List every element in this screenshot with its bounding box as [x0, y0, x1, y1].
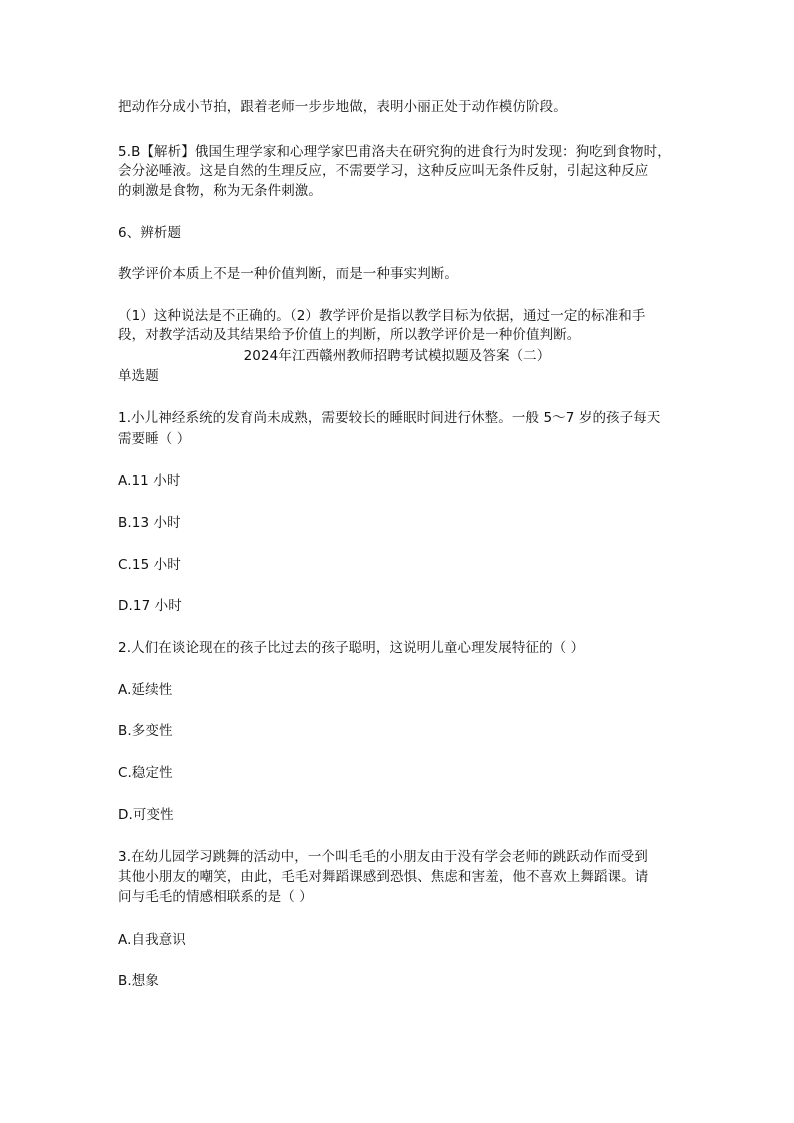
question-3-option-b: B.想象	[118, 973, 159, 989]
question-1-stem-line-1: 1.小儿神经系统的发育尚未成熟，需要较长的睡眠时间进行休整。一般 5～7 岁的孩子每天	[118, 410, 661, 426]
answer-5-line-1: 5.B【解析】俄国生理学家和心理学家巴甫洛夫在研究狗的进食行为时发现：狗吃到食物时，	[118, 144, 671, 160]
section-type-heading: 单选题	[118, 368, 159, 384]
question-1-option-c: C.15 小时	[118, 557, 181, 573]
section-6-statement: 教学评价本质上不是一种价值判断，而是一种事实判断。	[118, 266, 458, 282]
section-6-answer-line-1: （1）这种说法是不正确的。（2）教学评价是指以教学目标为依据，通过一定的标准和手	[118, 308, 646, 324]
question-1-option-b: B.13 小时	[118, 515, 181, 531]
section-6-answer-line-2: 段，对教学活动及其结果给予价值上的判断，所以教学评价是一种价值判断。	[118, 327, 581, 343]
question-3-stem-line-3: 问与毛毛的情感相联系的是（ ）	[118, 889, 313, 905]
question-3-stem-line-2: 其他小朋友的嘲笑，由此，毛毛对舞蹈课感到恐惧、焦虑和害羞，他不喜欢上舞蹈课。请	[118, 869, 649, 885]
question-3-stem-line-1: 3.在幼儿园学习跳舞的活动中，一个叫毛毛的小朋友由于没有学会老师的跳跃动作而受到	[118, 849, 648, 865]
answer-5-line-2: 会分泌唾液。这是自然的生理反应，不需要学习，这种反应叫无条件反射，引起这种反应	[118, 163, 649, 179]
question-2-stem-line-1: 2.人们在谈论现在的孩子比过去的孩子聪明，这说明儿童心理发展特征的（ ）	[118, 640, 585, 656]
section-6-heading: 6、辨析题	[118, 225, 182, 241]
question-2-option-c: C.稳定性	[118, 765, 173, 781]
answer-5-line-3: 的刺激是食物，称为无条件刺激。	[118, 183, 322, 199]
question-1-option-d: D.17 小时	[118, 598, 182, 614]
question-2-option-d: D.可变性	[118, 807, 174, 823]
exam-title: 2024年江西赣州教师招聘考试模拟题及答案（二）	[243, 348, 551, 364]
question-2-option-b: B.多变性	[118, 723, 173, 739]
answer-4-tail: 把动作分成小节拍，跟着老师一步步地做，表明小丽正处于动作模仿阶段。	[118, 99, 567, 115]
question-1-stem-line-2: 需要睡（ ）	[118, 431, 191, 447]
question-2-option-a: A.延续性	[118, 682, 173, 698]
question-3-option-a: A.自我意识	[118, 932, 186, 948]
question-1-option-a: A.11 小时	[118, 473, 181, 489]
